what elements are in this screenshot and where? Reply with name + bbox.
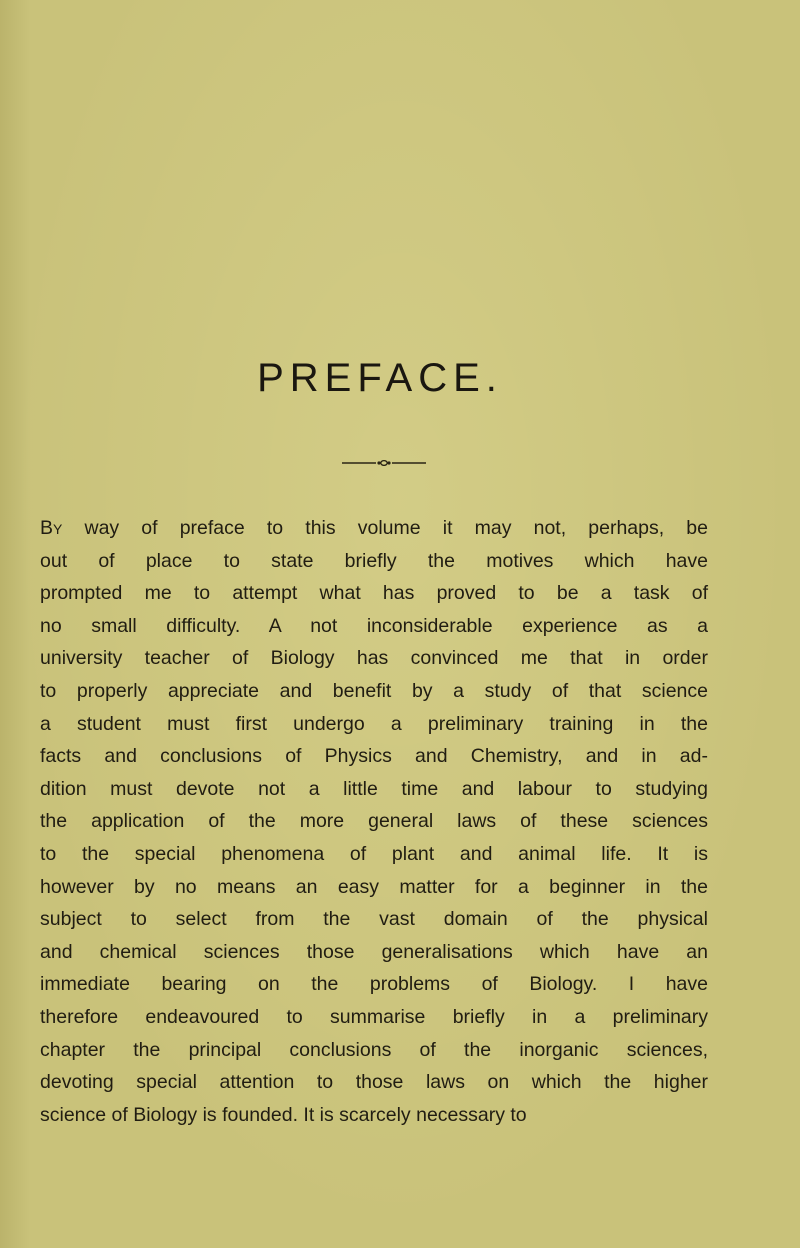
text-line: facts and conclusions of Physics and Chemistry, and in ad-	[40, 745, 708, 768]
text-line: prompted me to attempt what has proved to be a task of	[40, 582, 708, 605]
text-line: dition must devote not a little time and labour to studying	[40, 777, 708, 800]
preface-paragraph	[40, 512, 708, 1131]
text-line: university teacher of Biology has convinced me that in order	[40, 647, 708, 670]
page-title: PREFACE.	[257, 356, 503, 400]
text-line: therefore endeavoured to summarise briefly in a preliminary	[40, 1005, 708, 1028]
text-line: chapter the principal conclusions of the inorganic sciences,	[40, 1038, 708, 1061]
text-line: a student must first undergo a preliminary training in the	[40, 712, 708, 735]
text-line: immediate bearing on the problems of Biology. I have	[40, 973, 708, 996]
text-line: science of Biology is founded. It is scarcely necessary to	[40, 1103, 527, 1126]
text-line: subject to select from the vast domain of the physical	[40, 908, 708, 931]
text-line: no small difficulty. A not inconsiderable experience as a	[40, 614, 708, 637]
text-line: to properly appreciate and benefit by a study of that science	[40, 679, 708, 702]
drop-word: By	[40, 517, 63, 539]
rule-with-diamond-ornament-icon	[342, 460, 426, 466]
text-line: and chemical sciences those generalisations which have an	[40, 940, 708, 963]
text-line: By way of preface to this volume it may not, perhaps, be	[40, 517, 708, 539]
text-line: devoting special attention to those laws on which the higher	[40, 1071, 708, 1094]
text-line: out of place to state briefly the motives which have	[40, 549, 708, 572]
text-line: the application of the more general laws of these sciences	[40, 810, 708, 833]
text-line: to the special phenomena of plant and animal life. It is	[40, 842, 708, 865]
text-line: however by no means an easy matter for a beginner in the	[40, 875, 708, 898]
